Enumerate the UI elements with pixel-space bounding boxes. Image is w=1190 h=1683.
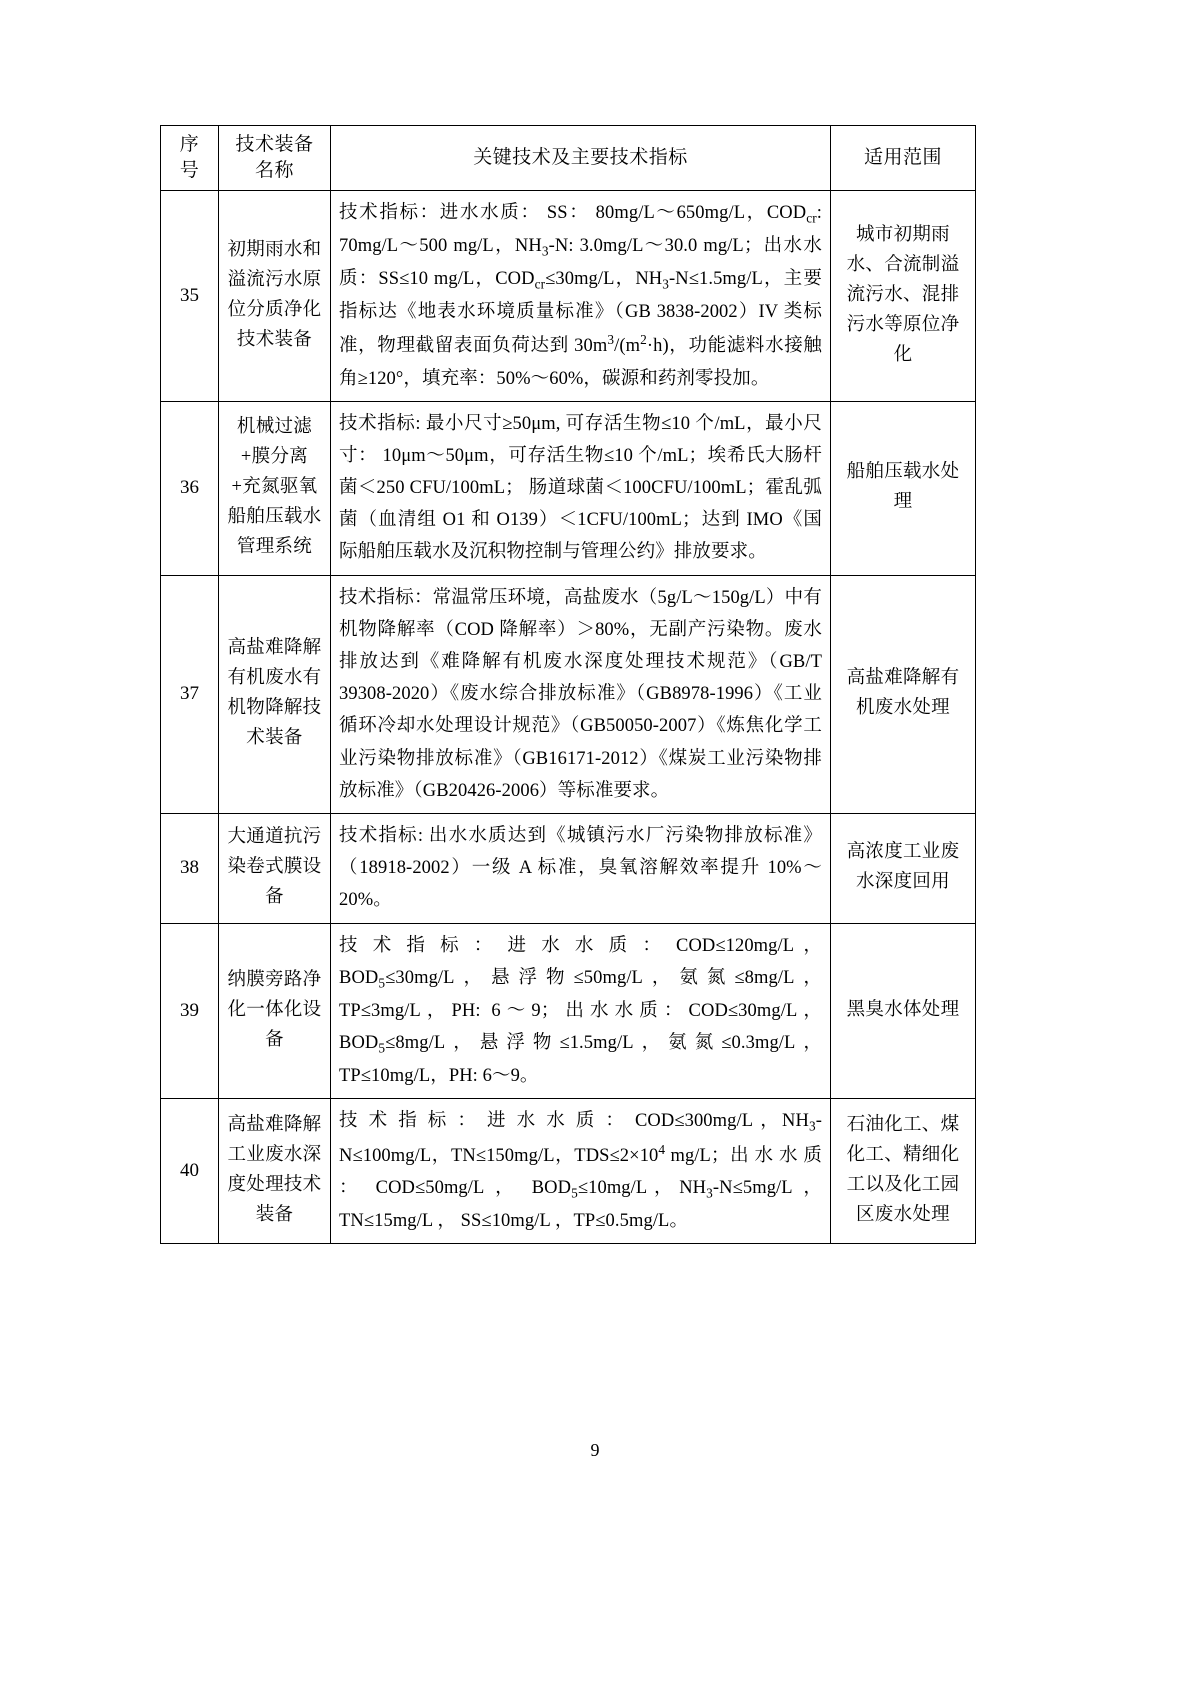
row-name: 高盐难降解工业废水深度处理技术装备	[219, 1098, 331, 1243]
technology-equipment-table	[160, 125, 976, 1244]
row-name: 纳膜旁路净化一体化设备	[219, 923, 331, 1098]
row-no: 38	[161, 813, 219, 923]
row-scope: 高盐难降解有机废水处理	[831, 575, 976, 813]
row-name: 高盐难降解有机废水有机物降解技术装备	[219, 575, 331, 813]
row-scope: 高浓度工业废水深度回用	[831, 813, 976, 923]
row-key: 技术指标：常温常压环境，高盐废水（5g/L～150g/L）中有机物降解率（COD 降解率）＞80%，无副产污染物。废水排放达到《难降解有机废水深度处理技术规范》（GB/T 39308-2020）《废水综合排放标准》（GB8978-1996）《工业循环冷却水处理设计规范》（GB50050-2007）《炼焦化学工业污染物排放标准》（GB16171-2012）《煤炭工业污染物排放标准》（GB20426-2006）等标准要求。	[331, 575, 831, 813]
row-scope: 黑臭水体处理	[831, 923, 976, 1098]
row-name: 大通道抗污染卷式膜设备	[219, 813, 331, 923]
row-key: 技术指标：进水水质： SS： 80mg/L～650mg/L，$COD_{cr}$: 70mg/L～500 mg/L，$NH_3-N$: 3.0mg/L～30.0 mg/L；出水水质：SS≤10 mg/L，$COD_{cr}\le 30mg/L$，$NH_3-N\le 1.5mg/L$，主要指标达《地表水环境质量标准》（GB 3838-2002）IV 类标准，物理截留表面负荷达到 $30m^3/(m^2\cdot h)$，功能滤料水接触角≥120°，填充率：50%～60%，碳源和药剂零投加。	[331, 191, 831, 401]
header-cell-name: 技术装备 名称	[219, 126, 331, 191]
table-row	[161, 575, 976, 813]
row-key: 技术指标: 出水水质达到《城镇污水厂污染物排放标准》（18918-2002）一级 A 标准，臭氧溶解效率提升 10%～20%。	[331, 813, 831, 923]
row-name: 机械过滤+膜分离+充氮驱氧船舶压载水管理系统	[219, 401, 331, 575]
header-cell-no: 序 号	[161, 126, 219, 191]
table-row	[161, 1098, 976, 1243]
header-cell-key: 关键技术及主要技术指标	[331, 126, 831, 191]
table-row	[161, 813, 976, 923]
page-number: 9	[590, 1440, 600, 1460]
row-key: 技术指标: 最小尺寸≥50μm, 可存活生物≤10 个/mL，最小尺寸： 10μm～50μm，可存活生物≤10 个/mL；埃希氏大肠杆菌＜250 CFU/100mL； 肠道球菌＜100CFU/100mL；霍乱弧菌（血清组 O1 和 O139）＜1CFU/100mL；达到 IMO《国际船舶压载水及沉积物控制与管理公约》排放要求。	[331, 401, 831, 575]
technology-equipment-table-wrapper	[160, 125, 975, 1244]
row-name: 初期雨水和溢流污水原位分质净化技术装备	[219, 191, 331, 401]
row-no: 39	[161, 923, 219, 1098]
row-no: 40	[161, 1098, 219, 1243]
row-scope: 石油化工、煤化工、精细化工以及化工园区废水处理	[831, 1098, 976, 1243]
row-scope: 船舶压载水处理	[831, 401, 976, 575]
table-row	[161, 923, 976, 1098]
table-header-row	[161, 126, 976, 191]
row-key: 技 术 指 标 ： 进 水 水 质 ： COD≤120mg/L ，$BOD_5\le 30mg/L$，悬浮物≤50mg/L，氨氮≤8mg/L，TP≤3mg/L，PH: 6～9；出水水质：COD≤30mg/L，$BOD_5\le 8mg/L$，悬浮物≤1.5mg/L，氨氮≤0.3mg/L，TP≤10mg/L，PH: 6～9。	[331, 923, 831, 1098]
header-cell-scope: 适用范围	[831, 126, 976, 191]
table-row	[161, 191, 976, 401]
row-scope: 城市初期雨水、合流制溢流污水、混排污水等原位净化	[831, 191, 976, 401]
table-row	[161, 401, 976, 575]
row-no: 37	[161, 575, 219, 813]
row-key: 技 术 指 标 ： 进 水 水 质 ： COD≤300mg/L ，$NH_3-N\le 100mg/L$，TN≤150mg/L，$TDS\le 2\times 10^4$ mg/L；出 水 水 质 ： COD≤50mg/L ， $BOD_5\le 10mg/L$，$NH_3-N\le 5mg/L$ ， TN≤15mg/L ， SS≤10mg/L ，TP≤0.5mg/L。	[331, 1098, 831, 1243]
row-no: 35	[161, 191, 219, 401]
row-no: 36	[161, 401, 219, 575]
